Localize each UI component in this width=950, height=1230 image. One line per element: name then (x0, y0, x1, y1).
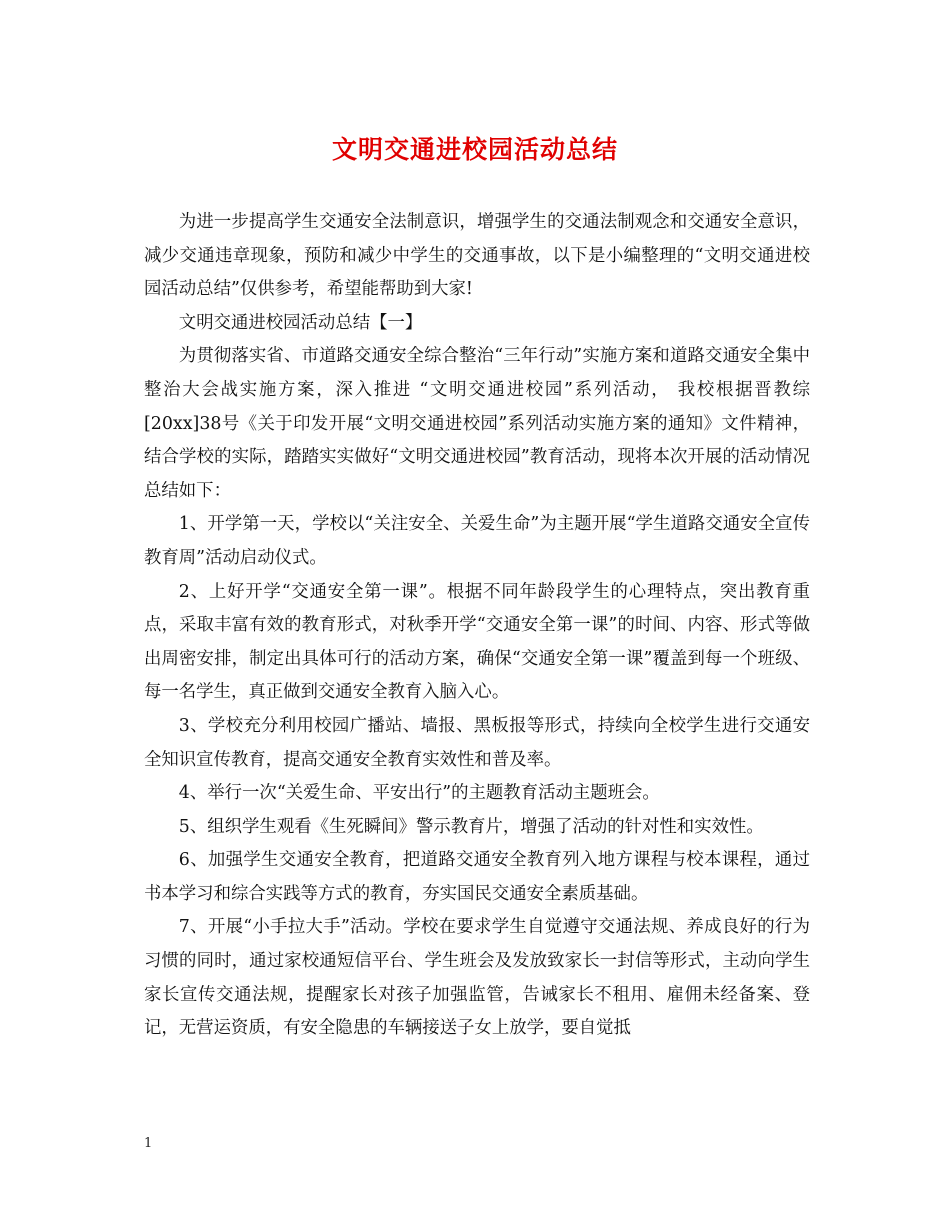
list-item-4: 4、举行一次“关爱生命、平安出行”的主题教育活动主题班会。 (178, 783, 660, 804)
section-heading: 文明交通进校园活动总结【一】 (178, 312, 423, 333)
page-number: 1 (144, 1136, 153, 1151)
list-item-6: 6、加强学生交通安全教育，把道路交通安全教育列入地方课程与校本课程，通过书本学习和综合实践等方式的教育，夯实国民交通安全素质基础。 (144, 850, 810, 904)
body-paragraph: 为贯彻落实省、市道路交通安全综合整治“三年行动”实施方案和道路交通安全集中整治大会战实施方案，深入推进 “文明交通进校园”系列活动， 我校根据晋教综[20xx]38号《关于印发开展“文明交通进校园”系列活动实施方案的通知》文件精神，结合学校的实际，踏踏实实做好“文明交通进校园”教育活动，现将本次开展的活动情况总结如下： (144, 346, 810, 501)
list-item-3: 3、学校充分利用校园广播站、墙报、黑板报等形式，持续向全校学生进行交通安全知识宣传教育，提高交通安全教育实效性和普及率。 (144, 715, 810, 770)
list-item-7: 7、开展“小手拉大手”活动。学校在要求学生自觉遵守交通法规、养成良好的行为习惯的同时，通过家校通短信平台、学生班会及发放致家长一封信等形式，主动向学生家长宣传交通法规，提醒家长对孩子加强监管，告诫家长不租用、雇佣未经备案、登记，无营运资质，有安全隐患的车辆接送子女上放学，要自觉抵 (144, 917, 810, 1039)
document-body (144, 206, 810, 1046)
list-item-2: 2、上好开学“交通安全第一课”。根据不同年龄段学生的心理特点，突出教育重点，采取丰富有效的教育形式，对秋季开学“交通安全第一课”的时间、内容、形式等做出周密安排，制定出具体可行的活动方案，确保“交通安全第一课”覆盖到每一个班级、每一名学生，真正做到交通安全教育入脑入心。 (144, 581, 810, 703)
intro-paragraph: 为进一步提高学生交通安全法制意识，增强学生的交通法制观念和交通安全意识，减少交通违章现象，预防和减少中学生的交通事故，以下是小编整理的“文明交通进校园活动总结”仅供参考，希望能帮助到大家! (144, 212, 810, 300)
list-item-5: 5、组织学生观看《生死瞬间》警示教育片，增强了活动的针对性和实效性。 (178, 816, 764, 837)
list-item-1: 1、开学第一天，学校以“关注安全、关爱生命”为主题开展“学生道路交通安全宣传教育周”活动启动仪式。 (144, 514, 810, 568)
document-title: 文明交通进校园活动总结 (331, 135, 618, 164)
